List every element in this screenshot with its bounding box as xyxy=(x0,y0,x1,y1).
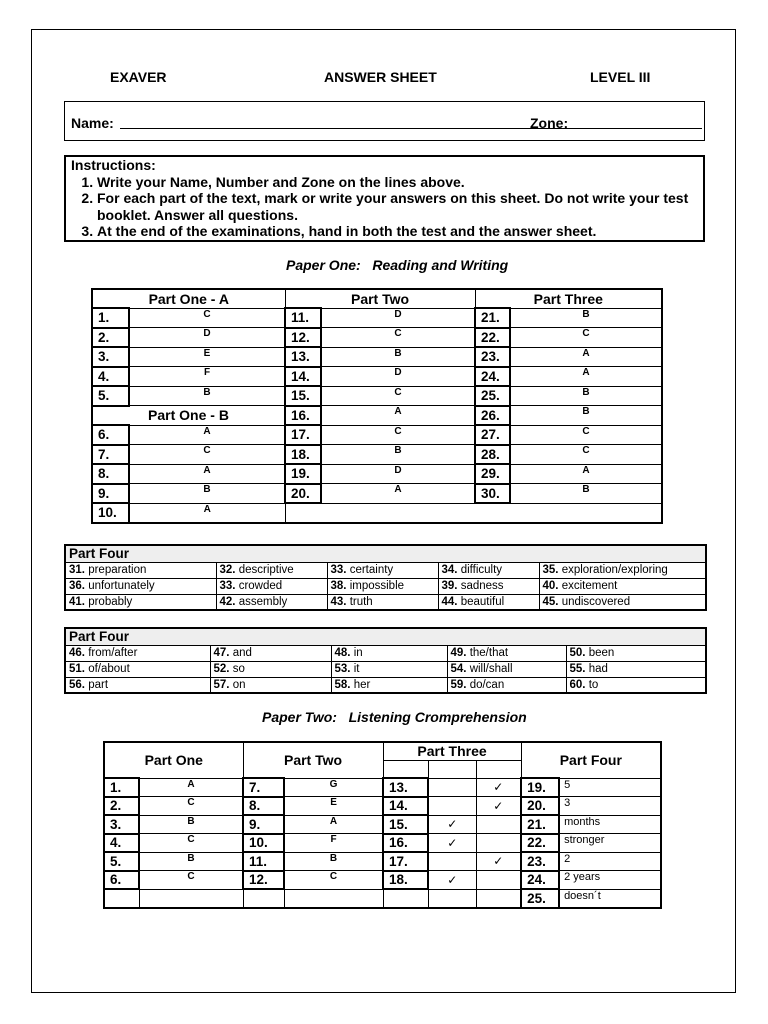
table-row xyxy=(92,289,662,308)
question-number: 8. xyxy=(92,464,129,484)
question-number: 32. xyxy=(219,564,236,576)
question-number: 8. xyxy=(243,797,284,816)
answer-cell xyxy=(566,661,706,677)
answer-cell xyxy=(65,578,216,594)
answer-cell xyxy=(438,578,539,594)
answer-cell xyxy=(447,645,566,661)
table-row xyxy=(104,797,661,816)
listening-part-three-header: Part Three xyxy=(383,742,521,760)
question-number: 45. xyxy=(542,595,559,608)
answer-text: preparation xyxy=(85,564,147,576)
answer-cell: A xyxy=(321,406,475,426)
listening-part-one-header: Part One xyxy=(104,742,243,778)
question-number: 36. xyxy=(69,580,85,592)
answer-text: truth xyxy=(346,595,373,608)
question-number: 10. xyxy=(243,834,284,853)
answer-cell: B xyxy=(510,406,662,426)
answer-text: of/about xyxy=(85,663,130,675)
table-row xyxy=(104,834,661,853)
instruction-item: 2. For each part of the text, mark or write your answers on this sheet. Do not write your test booklet. Answer all questions. xyxy=(97,190,703,223)
question-number: 6. xyxy=(92,425,129,445)
check-mark-icon: ✓ xyxy=(476,797,521,816)
answer-cell: C xyxy=(129,445,285,465)
question-number: 19. xyxy=(285,464,321,484)
question-number: 17. xyxy=(383,852,428,871)
table-row xyxy=(104,871,661,890)
answer-cell xyxy=(539,562,706,578)
question-number: 9. xyxy=(243,815,284,834)
answer-text: undiscovered xyxy=(558,595,631,608)
answer-cell: G xyxy=(284,778,383,797)
answer-cell: B xyxy=(129,484,285,504)
check-mark-icon xyxy=(476,815,521,834)
answer-cell: A xyxy=(129,464,285,484)
answer-text: certainty xyxy=(346,564,394,576)
answer-cell: B xyxy=(321,445,475,465)
answer-cell: E xyxy=(284,797,383,816)
table-row xyxy=(92,464,662,484)
question-number: 11. xyxy=(243,852,284,871)
question-number: 14. xyxy=(285,367,321,387)
answer-text: assembly xyxy=(235,595,288,608)
check-mark-icon xyxy=(476,834,521,853)
answer-cell xyxy=(65,594,216,610)
answer-text: part xyxy=(85,678,109,691)
question-number: 24. xyxy=(475,367,510,387)
question-number: 56. xyxy=(69,678,85,691)
answer-cell: 3 xyxy=(559,797,661,816)
name-zone-box xyxy=(64,101,705,141)
check-mark-icon: ✓ xyxy=(428,871,476,890)
part-three-header: Part Three xyxy=(475,289,662,308)
question-number: 43. xyxy=(330,595,347,608)
answer-cell xyxy=(331,645,447,661)
question-number: 2. xyxy=(92,328,129,348)
question-number: 54. xyxy=(450,663,467,675)
answer-cell: A xyxy=(129,425,285,445)
instructions-title: Instructions: xyxy=(71,157,156,173)
question-number: 7. xyxy=(92,445,129,465)
question-number: 25. xyxy=(521,889,559,908)
check-mark-icon: ✓ xyxy=(428,834,476,853)
question-number: 13. xyxy=(285,347,321,367)
table-row xyxy=(65,661,706,677)
check-mark-icon xyxy=(428,797,476,816)
question-number: 1. xyxy=(92,308,129,328)
answer-cell: C xyxy=(284,871,383,890)
answer-text: difficulty xyxy=(457,564,503,576)
question-number: 50. xyxy=(569,647,586,659)
table-row xyxy=(104,889,661,908)
question-number: 49. xyxy=(450,647,467,659)
answer-cell: B xyxy=(510,484,662,504)
question-number: 18. xyxy=(285,445,321,465)
table-row xyxy=(65,594,706,610)
empty-cell xyxy=(476,760,521,778)
table-row xyxy=(92,425,662,445)
answer-text: excitement xyxy=(558,580,618,592)
answer-cell: C xyxy=(510,425,662,445)
question-number: 41. xyxy=(69,595,85,608)
empty-cell xyxy=(139,889,243,908)
part-four-a-table xyxy=(64,544,707,611)
answer-cell: D xyxy=(129,328,285,348)
answer-cell: C xyxy=(321,328,475,348)
answer-text: the/that xyxy=(466,647,509,659)
answer-cell: 5 xyxy=(559,778,661,797)
question-number: 52. xyxy=(213,663,230,675)
answer-text: from/after xyxy=(85,647,138,659)
question-number: 46. xyxy=(69,647,85,659)
question-number: 15. xyxy=(383,815,428,834)
question-number: 18. xyxy=(383,871,428,890)
table-row xyxy=(92,367,662,387)
table-row xyxy=(65,578,706,594)
instruction-item: 3. At the end of the examinations, hand in both the test and the answer sheet. xyxy=(97,223,703,240)
question-number: 6. xyxy=(104,871,139,890)
listening-part-four-header: Part Four xyxy=(521,742,661,778)
table-row xyxy=(104,778,661,797)
answer-cell: A xyxy=(510,464,662,484)
answer-text: exploration/exploring xyxy=(558,564,668,576)
table-row xyxy=(65,628,706,645)
question-number: 21. xyxy=(521,815,559,834)
part-one-a-header: Part One - A xyxy=(92,289,285,308)
question-number: 53. xyxy=(334,663,351,675)
question-number: 23. xyxy=(521,852,559,871)
answer-cell: months xyxy=(559,815,661,834)
answer-cell xyxy=(438,562,539,578)
zone-field[interactable] xyxy=(574,128,702,129)
instructions-box xyxy=(64,155,705,242)
question-number: 3. xyxy=(92,347,129,367)
question-number: 2. xyxy=(104,797,139,816)
question-number: 17. xyxy=(285,425,321,445)
question-number: 24. xyxy=(521,871,559,890)
answer-cell: D xyxy=(321,464,475,484)
answer-cell: B xyxy=(510,386,662,406)
answer-text: on xyxy=(229,678,246,691)
zone-label: Zone: xyxy=(530,115,569,131)
question-number: 39. xyxy=(441,580,458,592)
answer-cell xyxy=(65,562,216,578)
answer-cell xyxy=(65,661,210,677)
question-number: 9. xyxy=(92,484,129,504)
answer-text: her xyxy=(350,678,371,691)
answer-cell: B xyxy=(129,386,285,406)
question-number: 19. xyxy=(521,778,559,797)
part-four-header: Part Four xyxy=(65,545,706,562)
part-two-header: Part Two xyxy=(285,289,475,308)
answer-cell: A xyxy=(284,815,383,834)
question-number: 26. xyxy=(475,406,510,426)
answer-cell xyxy=(65,645,210,661)
question-number: 60. xyxy=(569,678,586,691)
answer-text: in xyxy=(350,647,363,659)
answer-cell: 2 xyxy=(559,852,661,871)
answer-cell xyxy=(566,645,706,661)
question-number: 10. xyxy=(92,503,129,523)
sheet-title: ANSWER SHEET xyxy=(324,69,437,85)
answer-cell: B xyxy=(321,347,475,367)
paper-two-table xyxy=(103,741,662,909)
table-row xyxy=(65,545,706,562)
answer-cell: B xyxy=(139,852,243,871)
answer-cell xyxy=(566,677,706,693)
table-row xyxy=(92,308,662,328)
answer-text: sadness xyxy=(457,580,504,592)
answer-cell xyxy=(216,594,327,610)
empty-cell xyxy=(476,889,521,908)
question-number: 4. xyxy=(104,834,139,853)
question-number: 29. xyxy=(475,464,510,484)
answer-cell xyxy=(210,677,331,693)
listening-part-two-header: Part Two xyxy=(243,742,383,778)
question-number: 57. xyxy=(213,678,230,691)
answer-text: unfortunately xyxy=(85,580,155,592)
answer-cell xyxy=(327,578,438,594)
instruction-item: 1. Write your Name, Number and Zone on the lines above. xyxy=(97,174,703,191)
answer-text: had xyxy=(585,663,608,675)
question-number: 11. xyxy=(285,308,321,328)
answer-cell: A xyxy=(129,503,285,523)
answer-text: and xyxy=(229,647,252,659)
question-number: 42. xyxy=(219,595,236,608)
question-number: 5. xyxy=(104,852,139,871)
answer-text: probably xyxy=(85,595,133,608)
answer-text: to xyxy=(585,678,599,691)
answer-cell: A xyxy=(139,778,243,797)
answer-cell: B xyxy=(510,308,662,328)
answer-cell xyxy=(331,677,447,693)
question-number: 22. xyxy=(475,328,510,348)
answer-cell xyxy=(331,661,447,677)
part-four-header: Part Four xyxy=(65,628,706,645)
answer-text: descriptive xyxy=(235,564,294,576)
check-mark-icon: ✓ xyxy=(476,852,521,871)
question-number: 23. xyxy=(475,347,510,367)
answer-cell: doesn´t xyxy=(559,889,661,908)
answer-cell: B xyxy=(139,815,243,834)
answer-cell: D xyxy=(321,308,475,328)
paper-two-title: Paper Two: Listening Cromprehension xyxy=(262,709,527,725)
answer-cell: D xyxy=(321,367,475,387)
answer-text: beautiful xyxy=(457,595,505,608)
question-number: 51. xyxy=(69,663,85,675)
answer-text: impossible xyxy=(346,580,405,592)
answer-cell xyxy=(65,677,210,693)
paper-one-title: Paper One: Reading and Writing xyxy=(286,257,509,273)
question-number: 16. xyxy=(383,834,428,853)
name-label: Name: xyxy=(71,115,114,131)
question-number: 47. xyxy=(213,647,230,659)
table-row xyxy=(104,852,661,871)
answer-text: crowded xyxy=(235,580,283,592)
exam-name: EXAVER xyxy=(110,69,167,85)
question-number: 58. xyxy=(334,678,351,691)
answer-cell xyxy=(210,661,331,677)
check-mark-icon xyxy=(428,778,476,797)
part-four-b-table xyxy=(64,627,707,694)
table-row xyxy=(104,815,661,834)
part-one-b-header: Part One - B xyxy=(92,406,285,426)
question-number: 16. xyxy=(285,406,321,426)
answer-cell: C xyxy=(139,834,243,853)
answer-cell: A xyxy=(510,367,662,387)
question-number: 20. xyxy=(285,484,321,504)
table-row xyxy=(92,503,662,523)
check-mark-icon xyxy=(428,852,476,871)
question-number: 33. xyxy=(219,580,236,592)
level-label: LEVEL III xyxy=(590,69,651,85)
question-number: 25. xyxy=(475,386,510,406)
question-number: 59. xyxy=(450,678,467,691)
answer-cell xyxy=(539,594,706,610)
table-row xyxy=(65,645,706,661)
question-number: 30. xyxy=(475,484,510,504)
answer-text: do/can xyxy=(466,678,505,691)
table-row xyxy=(92,445,662,465)
answer-text: been xyxy=(585,647,615,659)
empty-cell xyxy=(243,889,284,908)
answer-cell: C xyxy=(510,445,662,465)
answer-cell: 2 years xyxy=(559,871,661,890)
answer-cell xyxy=(447,661,566,677)
name-field[interactable] xyxy=(120,128,590,129)
question-number: 5. xyxy=(92,386,129,406)
question-number: 21. xyxy=(475,308,510,328)
answer-cell xyxy=(327,562,438,578)
check-mark-icon xyxy=(476,871,521,890)
question-number: 14. xyxy=(383,797,428,816)
empty-cell xyxy=(383,760,428,778)
question-number: 35. xyxy=(542,564,559,576)
answer-cell xyxy=(539,578,706,594)
question-number: 33. xyxy=(330,564,347,576)
question-number: 28. xyxy=(475,445,510,465)
answer-cell: C xyxy=(139,797,243,816)
question-number: 15. xyxy=(285,386,321,406)
answer-cell xyxy=(447,677,566,693)
question-number: 1. xyxy=(104,778,139,797)
answer-text: will/shall xyxy=(466,663,513,675)
answer-cell xyxy=(327,594,438,610)
answer-text: it xyxy=(350,663,360,675)
empty-cell xyxy=(104,889,139,908)
question-number: 12. xyxy=(285,328,321,348)
question-number: 3. xyxy=(104,815,139,834)
question-number: 40. xyxy=(542,580,559,592)
answer-cell: F xyxy=(284,834,383,853)
table-row xyxy=(92,484,662,504)
answer-cell xyxy=(438,594,539,610)
question-number: 27. xyxy=(475,425,510,445)
table-row xyxy=(92,386,662,406)
answer-cell xyxy=(216,562,327,578)
question-number: 20. xyxy=(521,797,559,816)
check-mark-icon: ✓ xyxy=(428,815,476,834)
answer-cell: E xyxy=(129,347,285,367)
question-number: 34. xyxy=(441,564,458,576)
answer-cell: A xyxy=(321,484,475,504)
question-number: 13. xyxy=(383,778,428,797)
answer-cell xyxy=(210,645,331,661)
paper-one-table xyxy=(91,288,663,524)
table-row xyxy=(104,742,661,760)
answer-cell xyxy=(216,578,327,594)
question-number: 44. xyxy=(441,595,458,608)
table-row xyxy=(92,406,662,426)
question-number: 38. xyxy=(330,580,347,592)
empty-cell xyxy=(284,889,383,908)
answer-cell: C xyxy=(510,328,662,348)
empty-cell xyxy=(428,760,476,778)
check-mark-icon: ✓ xyxy=(476,778,521,797)
question-number: 4. xyxy=(92,367,129,387)
answer-cell: C xyxy=(321,386,475,406)
answer-cell: F xyxy=(129,367,285,387)
answer-cell: C xyxy=(139,871,243,890)
answer-cell: C xyxy=(129,308,285,328)
empty-cell xyxy=(428,889,476,908)
empty-cell xyxy=(383,889,428,908)
answer-cell: C xyxy=(321,425,475,445)
answer-cell: B xyxy=(284,852,383,871)
empty-cell xyxy=(285,503,662,523)
table-row xyxy=(65,562,706,578)
question-number: 12. xyxy=(243,871,284,890)
question-number: 48. xyxy=(334,647,351,659)
answer-cell: A xyxy=(510,347,662,367)
table-row xyxy=(92,328,662,348)
question-number: 7. xyxy=(243,778,284,797)
question-number: 55. xyxy=(569,663,586,675)
table-row xyxy=(92,347,662,367)
question-number: 22. xyxy=(521,834,559,853)
table-row xyxy=(65,677,706,693)
answer-text: so xyxy=(229,663,245,675)
answer-cell: stronger xyxy=(559,834,661,853)
question-number: 31. xyxy=(69,564,85,576)
